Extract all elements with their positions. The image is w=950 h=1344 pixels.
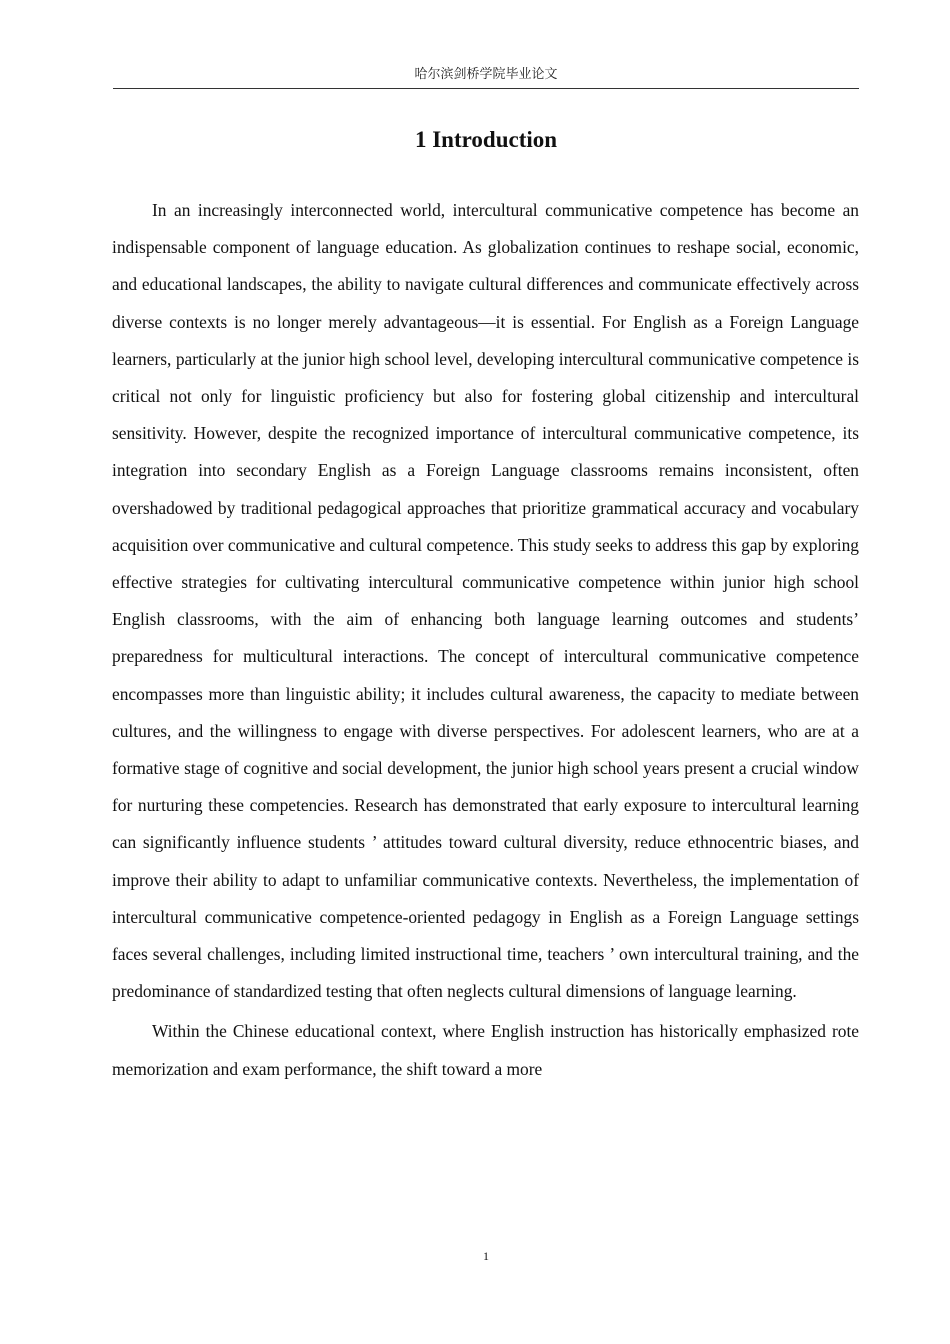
paragraph-1: In an increasingly interconnected world, intercultural communicative competence has become an indispensable component of language education. As globalization continues to reshape social, economic, and educational landscapes, the ability to navigate cultural differences and communicate effectively across diverse contexts is no longer merely advantageous—it is essential. For English as a Foreign Language learners, particularly at the junior high school level, developing intercultural communicative competence is critical not only for linguistic proficiency but also for fostering global citizenship and intercultural sensitivity. However, despite the recognized importance of intercultural communicative competence, its integration into secondary English as a Foreign Language classrooms remains inconsistent, often overshadowed by traditional pedagogical approaches that prioritize grammatical accuracy and vocabulary acquisition over communicative and cultural competence. This study seeks to address this gap by exploring effective strategies for cultivating intercultural communicative competence within junior high school English classrooms, with the aim of enhancing both language learning outcomes and students’ preparedness for multicultural interactions. The concept of intercultural communicative competence encompasses more than linguistic ability; it includes cultural awareness, the capacity to mediate between cultures, and the willingness to engage with diverse perspectives. For adolescent learners, who are at a formative stage of cognitive and social development, the junior high school years present a crucial window for nurturing these competencies. Research has demonstrated that early exposure to intercultural learning can significantly influence students ’ attitudes toward cultural diversity, reduce ethnocentric biases, and improve their ability to adapt to unfamiliar communicative contexts. Nevertheless, the implementation of intercultural communicative competence-oriented pedagogy in English as a Foreign Language settings faces several challenges, including limited instructional time, teachers ’ own intercultural training, and the predominance of standardized testing that often neglects cultural dimensions of language learning. bbox=[112, 200, 859, 1002]
paragraph-2: Within the Chinese educational context, where English instruction has historically emphasized rote memorization and exam performance, the shift toward a more bbox=[112, 1021, 859, 1079]
header-divider bbox=[113, 88, 859, 89]
page-number: 1 bbox=[483, 1249, 489, 1263]
body-text bbox=[112, 192, 859, 1088]
chapter-title: 1 Introduction bbox=[414, 127, 558, 152]
running-header: 哈尔滨剑桥学院毕业论文 bbox=[414, 67, 558, 82]
